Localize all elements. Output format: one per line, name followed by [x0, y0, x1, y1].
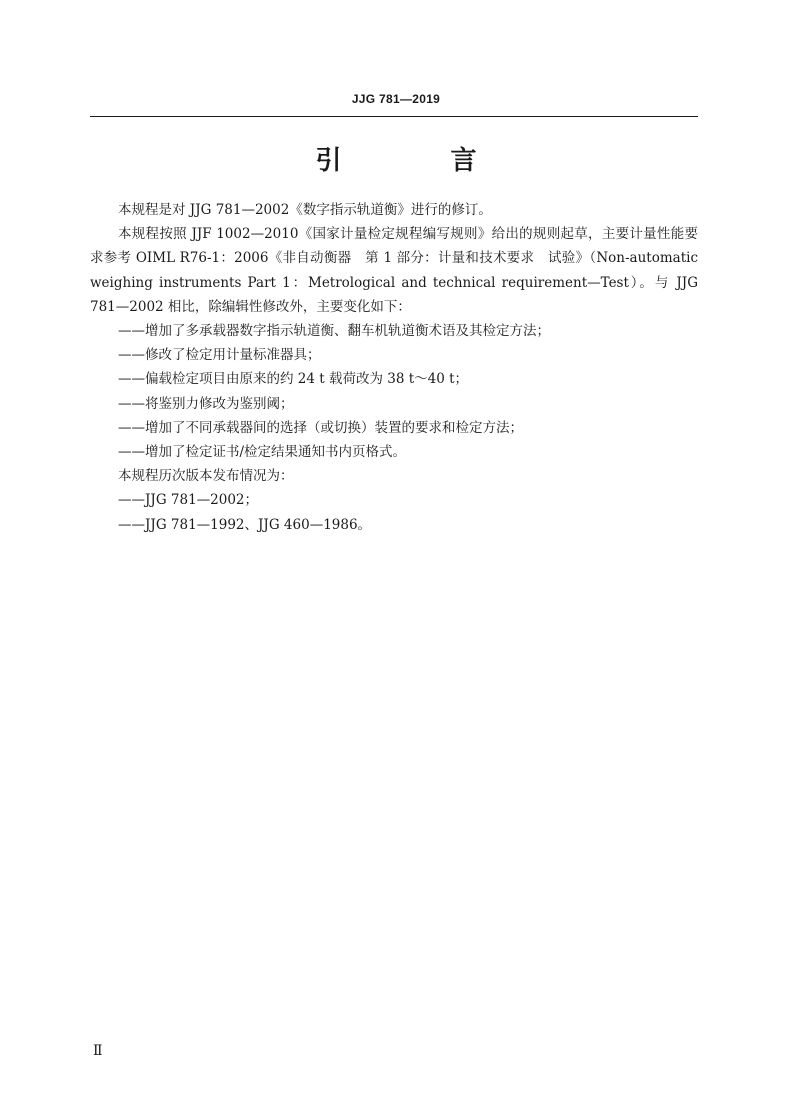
paragraph-history-intro: 本规程历次版本发布情况为：: [118, 468, 294, 485]
list-item: ——将鉴别力修改为鉴别阈；: [118, 395, 294, 412]
list-item: ——增加了检定证书/检定结果通知书内页格式。: [118, 444, 407, 461]
list-item: ——JJG 781—1992、JJG 460—1986。: [118, 516, 372, 533]
paragraph-drafting-basis: 本规程按照 JJF 1002—2010《国家计量检定规程编写规则》给出的规则起草，主要计量性能要求参考 OIML R76-1：2006《非自动衡器 第 1 部分：计量和技术要求 试验》（Non-automatic weighing instruments Part 1：Metrological and technical requirement—Test）。与 JJG 781—2002 相比，除编辑性修改外，主要变化如下：: [90, 226, 698, 315]
page-number: Ⅱ: [93, 1043, 103, 1059]
list-item: ——增加了不同承载器间的选择（或切换）装置的要求和检定方法；: [118, 419, 523, 436]
list-item: ——JJG 781—2002；: [118, 492, 259, 509]
list-item: ——偏载检定项目由原来的约 24 t 载荷改为 38 t～40 t；: [118, 371, 469, 388]
page-title: 引 言: [315, 146, 527, 176]
list-item: ——增加了多承载器数字指示轨道衡、翻车机轨道衡术语及其检定方法；: [118, 323, 550, 340]
body-text: [90, 198, 698, 537]
header-rule: [90, 116, 698, 117]
history-list: [90, 488, 698, 536]
list-item: ——修改了检定用计量标准器具；: [118, 347, 321, 364]
changes-list: [90, 319, 698, 464]
paragraph-revision-note: 本规程是对 JJG 781—2002《数字指示轨道衡》进行的修订。: [118, 202, 492, 218]
page-header-code: JJG 781—2019: [351, 92, 441, 106]
